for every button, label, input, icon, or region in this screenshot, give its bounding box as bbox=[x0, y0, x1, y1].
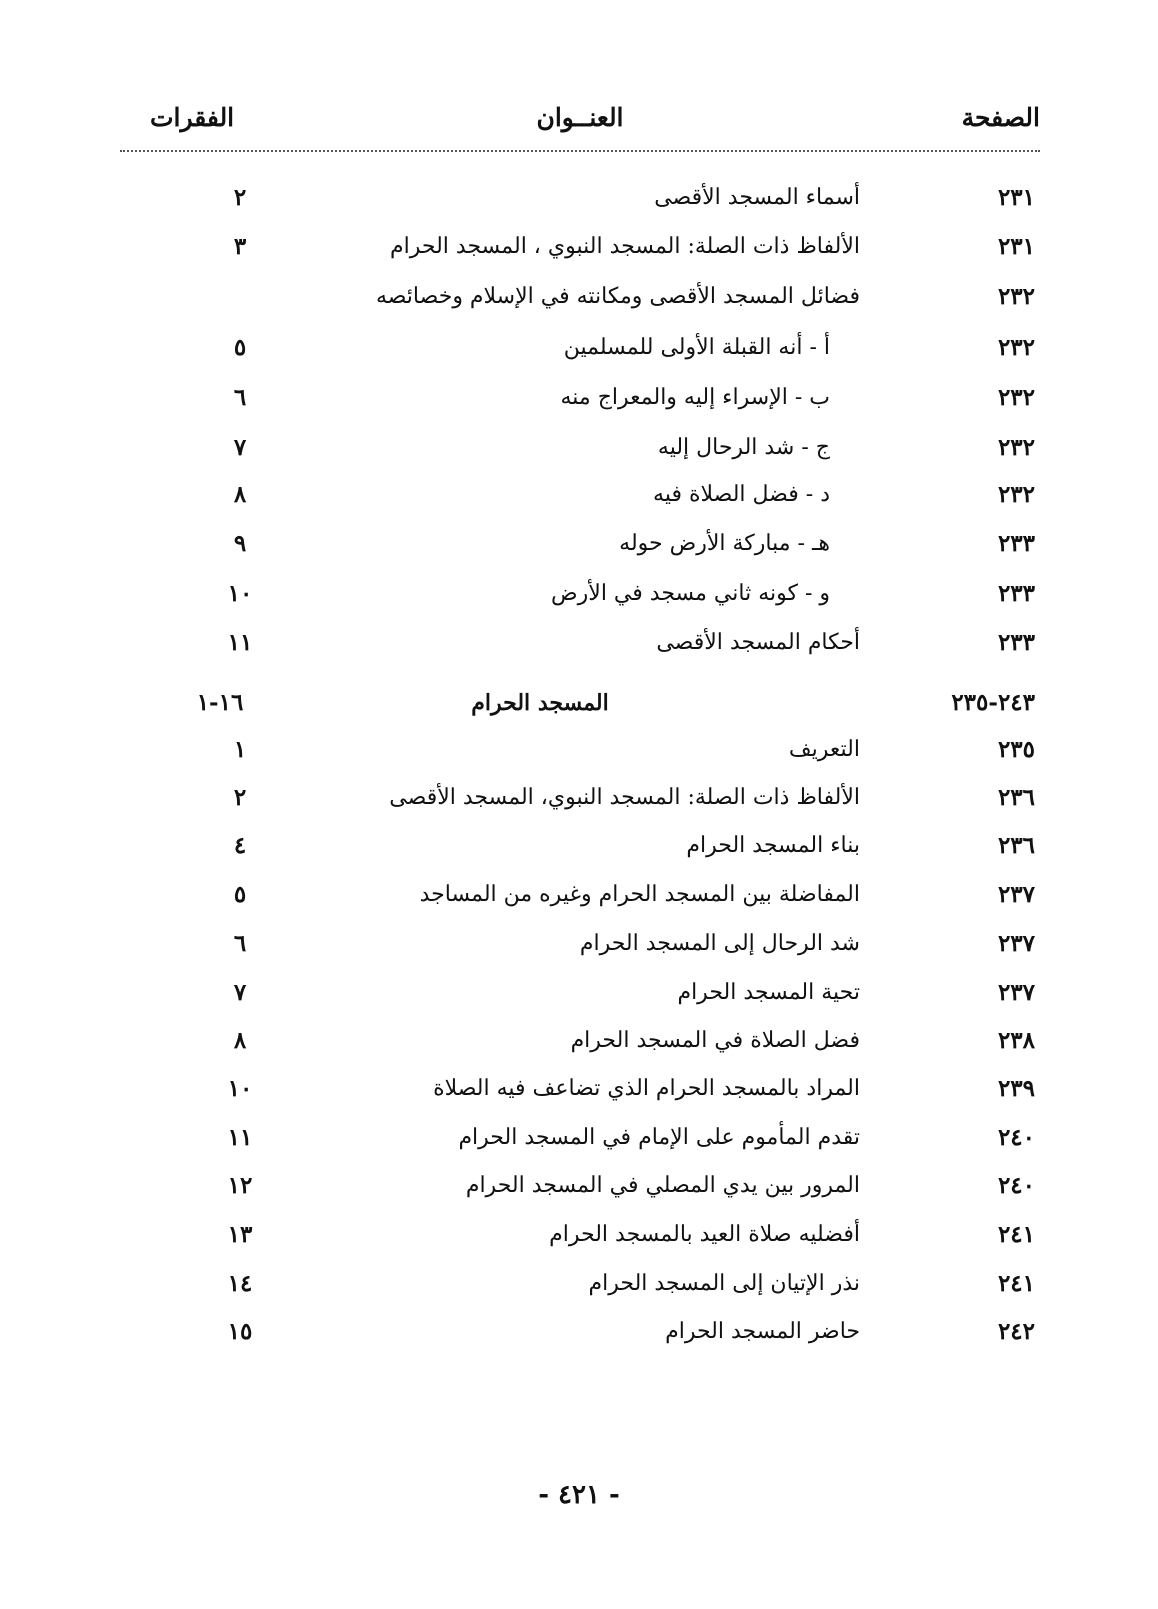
toc-entry-title: حاضر المسجد الحرام bbox=[665, 1319, 860, 1344]
toc-entry-title: ب - الإسراء إليه والمعراج منه bbox=[560, 385, 830, 410]
toc-row bbox=[150, 326, 1040, 370]
toc-section-row bbox=[150, 681, 1040, 725]
toc-paragraph-number: ١٤ bbox=[227, 1270, 253, 1297]
toc-page-number: ٢٣٦ bbox=[997, 832, 1035, 859]
page-column-header: الصفحة bbox=[961, 103, 1040, 132]
toc-entry-title: هـ - مباركة الأرض حوله bbox=[619, 531, 830, 556]
toc-paragraph-number: ١١ bbox=[227, 629, 253, 656]
toc-paragraph-number: ٥ bbox=[233, 334, 247, 361]
toc-row bbox=[150, 728, 1040, 772]
toc-row bbox=[150, 922, 1040, 966]
toc-entry-title: الألفاظ ذات الصلة: المسجد النبوي ، المسجد الحرام bbox=[390, 234, 860, 259]
toc-paragraph-number: ١٠ bbox=[227, 1075, 253, 1102]
toc-page-number: ٢٣٢ bbox=[997, 434, 1035, 461]
toc-entry-title: ج - شد الرحال إليه bbox=[657, 435, 830, 460]
toc-paragraph-number: ٨ bbox=[233, 1027, 247, 1054]
page-number-footer: - ٤٢١ - bbox=[538, 1480, 620, 1510]
toc-row bbox=[150, 1116, 1040, 1160]
toc-page-number: ٢٣٢ bbox=[997, 334, 1035, 361]
toc-paragraph-number: ٧ bbox=[233, 979, 247, 1006]
toc-paragraph-number: ١١ bbox=[227, 1124, 253, 1151]
toc-row bbox=[150, 572, 1040, 616]
toc-entry-title: أ - أنه القبلة الأولى للمسلمين bbox=[563, 335, 830, 360]
toc-row bbox=[150, 473, 1040, 517]
toc-entry-title: نذر الإتيان إلى المسجد الحرام bbox=[588, 1271, 860, 1296]
toc-page-number: ٢٣٢ bbox=[997, 283, 1035, 310]
toc-page-number: ٢٣٨ bbox=[997, 1027, 1035, 1054]
toc-section-heading: المسجد الحرام bbox=[471, 690, 609, 716]
toc-entry-title: تقدم المأموم على الإمام في المسجد الحرام bbox=[458, 1125, 860, 1150]
toc-paragraph-number: ١٥ bbox=[227, 1318, 253, 1345]
toc-paragraph-number: ٨ bbox=[233, 481, 247, 508]
toc-entry-title: المراد بالمسجد الحرام الذي تضاعف فيه الصلاة bbox=[433, 1076, 860, 1101]
toc-entry-title: فضائل المسجد الأقصى ومكانته في الإسلام وخصائصه bbox=[375, 284, 860, 309]
toc-page-number: ٢٤٠ bbox=[997, 1124, 1035, 1151]
toc-entry-title: فضل الصلاة في المسجد الحرام bbox=[570, 1028, 860, 1053]
paragraphs-column-header: الفقرات bbox=[150, 103, 235, 132]
toc-row bbox=[150, 1310, 1040, 1354]
table-of-contents bbox=[150, 176, 1040, 1376]
toc-page-number: ٢٣٢ bbox=[997, 384, 1035, 411]
toc-row bbox=[150, 824, 1040, 868]
table-header bbox=[120, 98, 1040, 142]
toc-row bbox=[150, 1262, 1040, 1306]
toc-row bbox=[150, 426, 1040, 470]
toc-page-number: ٢٣٣ bbox=[997, 629, 1035, 656]
toc-paragraph-number: ١٣ bbox=[227, 1221, 253, 1248]
toc-entry-title: بناء المسجد الحرام bbox=[686, 833, 860, 858]
toc-row bbox=[150, 971, 1040, 1015]
toc-entry-title: و - كونه ثاني مسجد في الأرض bbox=[551, 581, 830, 606]
toc-paragraph-number: ٤ bbox=[233, 832, 247, 859]
toc-entry-title: أفضليه صلاة العيد بالمسجد الحرام bbox=[549, 1222, 860, 1247]
toc-row bbox=[150, 275, 1040, 319]
toc-row bbox=[150, 621, 1040, 665]
toc-section-paragraph-range: ١٦-١ bbox=[196, 689, 244, 716]
toc-row bbox=[150, 376, 1040, 420]
toc-page-number: ٢٣١ bbox=[997, 233, 1035, 260]
toc-row bbox=[150, 522, 1040, 566]
toc-entry-title: التعريف bbox=[788, 737, 860, 762]
toc-paragraph-number: ٥ bbox=[233, 881, 247, 908]
toc-page-number: ٢٣١ bbox=[997, 184, 1035, 211]
title-column-header: العنــوان bbox=[536, 103, 624, 132]
toc-entry-title: أسماء المسجد الأقصى bbox=[654, 185, 860, 210]
toc-row bbox=[150, 1213, 1040, 1257]
toc-page-number: ٢٤٢ bbox=[997, 1318, 1035, 1345]
toc-paragraph-number: ١ bbox=[233, 736, 247, 763]
toc-entry-title: الألفاظ ذات الصلة: المسجد النبوي، المسجد الأقصى bbox=[389, 785, 860, 810]
toc-page-number: ٢٤١ bbox=[997, 1221, 1035, 1248]
toc-paragraph-number: ٦ bbox=[233, 930, 247, 957]
toc-paragraph-number: ٣ bbox=[233, 233, 247, 260]
toc-row bbox=[150, 1067, 1040, 1111]
toc-page-number: ٢٤٠ bbox=[997, 1172, 1035, 1199]
toc-paragraph-number: ٢ bbox=[233, 184, 247, 211]
toc-page-number: ٢٣٧ bbox=[997, 979, 1035, 1006]
toc-entry-title: تحية المسجد الحرام bbox=[677, 980, 860, 1005]
toc-paragraph-number: ٩ bbox=[233, 530, 247, 557]
toc-page-number: ٢٣٣ bbox=[997, 530, 1035, 557]
toc-section-page-range: ٢٤٣-٢٣٥ bbox=[951, 689, 1035, 716]
toc-page-number: ٢٣٧ bbox=[997, 930, 1035, 957]
toc-paragraph-number: ١٠ bbox=[227, 580, 253, 607]
toc-entry-title: د - فضل الصلاة فيه bbox=[653, 482, 830, 507]
toc-entry-title: المفاضلة بين المسجد الحرام وغيره من المساجد bbox=[419, 882, 860, 907]
toc-page-number: ٢٣٧ bbox=[997, 881, 1035, 908]
toc-entry-title: أحكام المسجد الأقصى bbox=[656, 630, 860, 655]
toc-paragraph-number: ٧ bbox=[233, 434, 247, 461]
toc-row bbox=[150, 873, 1040, 917]
toc-row bbox=[150, 176, 1040, 220]
header-dotted-divider bbox=[120, 150, 1040, 152]
toc-page-number: ٢٣٢ bbox=[997, 481, 1035, 508]
toc-row bbox=[150, 776, 1040, 820]
toc-paragraph-number: ١٢ bbox=[227, 1172, 253, 1199]
toc-row bbox=[150, 1164, 1040, 1208]
toc-page-number: ٢٣٣ bbox=[997, 580, 1035, 607]
toc-row bbox=[150, 1019, 1040, 1063]
toc-entry-title: شد الرحال إلى المسجد الحرام bbox=[579, 931, 860, 956]
toc-page-number: ٢٣٦ bbox=[997, 784, 1035, 811]
toc-page-number: ٢٣٥ bbox=[997, 736, 1035, 763]
toc-page-number: ٢٣٩ bbox=[997, 1075, 1035, 1102]
toc-page-number: ٢٤١ bbox=[997, 1270, 1035, 1297]
toc-row bbox=[150, 225, 1040, 269]
toc-paragraph-number: ٢ bbox=[233, 784, 247, 811]
toc-paragraph-number: ٦ bbox=[233, 384, 247, 411]
toc-entry-title: المرور بين يدي المصلي في المسجد الحرام bbox=[465, 1173, 860, 1198]
